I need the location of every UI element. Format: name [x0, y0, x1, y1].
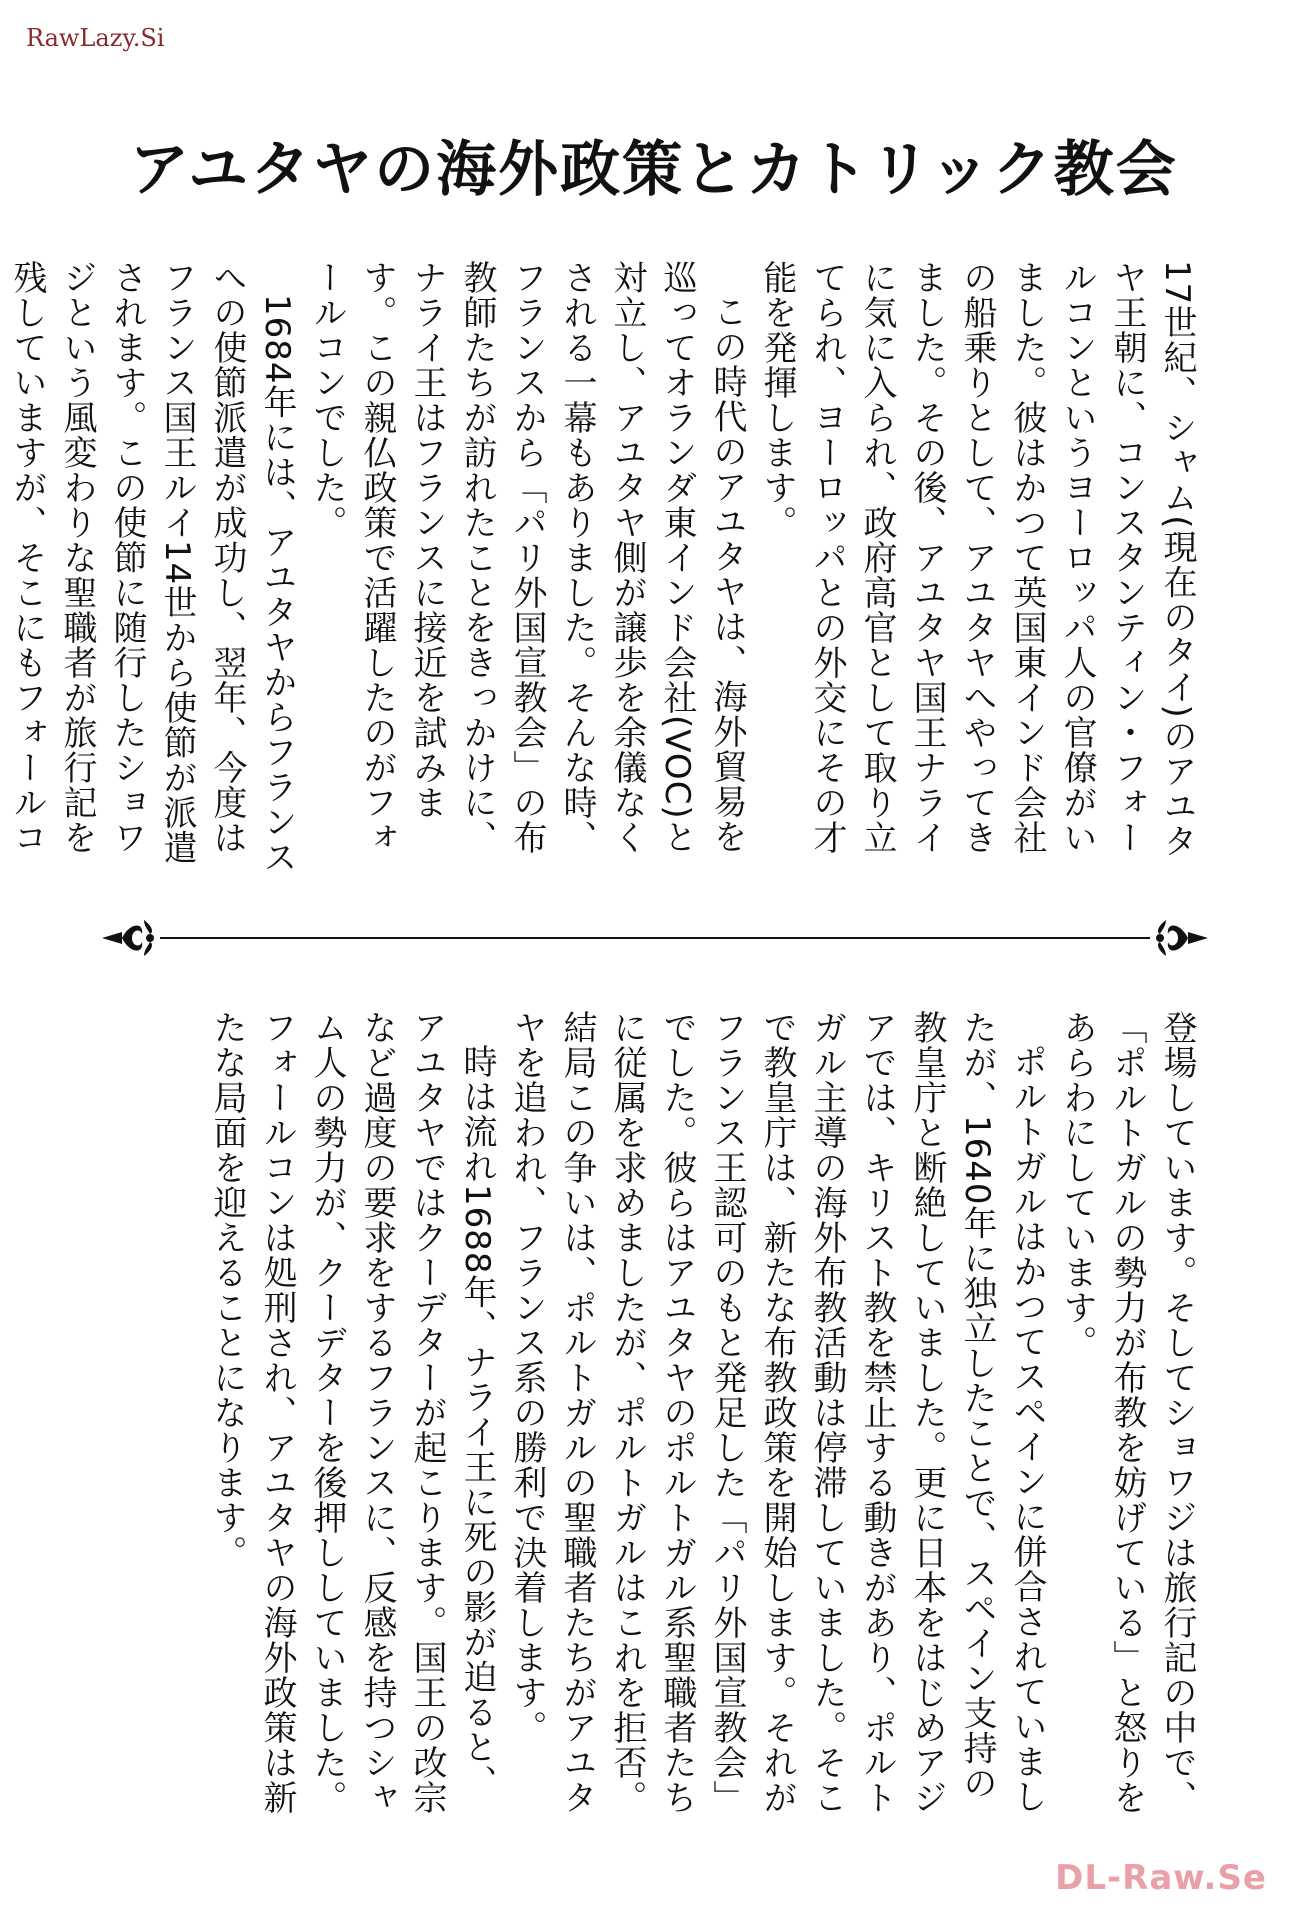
text-block-lower: [112, 1010, 1202, 1820]
ornamental-divider: [100, 908, 1210, 968]
page-title: アユタヤの海外政策とカトリック教会: [129, 135, 1178, 206]
fleur-left-icon: [102, 920, 154, 956]
paragraph: この時代のアユタヤは、海外貿易を巡ってオランダ東インド会社(VOC)と対立し、アユタヤ側が譲歩を余儀なくされる一幕もありました。そんな時、フランスから「パリ外国宣教会」の布教師たちが訪れたことをきっかけに、ナライ王はフランスに接近を試みます。この親仏政策で活躍したのがフォールコンでした。: [307, 260, 747, 855]
paragraph: ポルトガルはかつてスペインに併合されていましたが、1640年に独立したことで、スペイン支持の教皇庁と断絶していました。更に日本をはじめアジアでは、キリスト教を禁止する動きがあり、ポルトガル主導の海外布教活動は停滞していました。そこで教皇庁は、新たな布教政策を開始します。それがフランス王認可のもと発足した「パリ外国宣教会」でした。彼らはアユタヤのポルトガル系聖職者たちに従属を求めましたが、ポルトガルはこれを拒否。結局この争いは、ポルトガルの聖職者たちがアユタヤを追われ、フランス系の勝利で決着します。: [507, 1010, 1047, 1815]
watermark-top: RawLazy.Si: [26, 24, 165, 52]
watermark-bottom: DL-Raw.Se: [1055, 1858, 1267, 1898]
paragraph: 1684年には、アユタヤからフランスへの使節派遣が成功し、翌年、今度はフランス国王ルイ14世から使節が派遣されます。この使節に随行したショワジという風変わりな聖職者が旅行記を残していますが、そこにもフォールコ: [7, 260, 297, 875]
text-block-upper: [7, 260, 1202, 880]
paragraph: 17世紀、シャム(現在のタイ)のアユタヤ王朝に、コンスタンティン・フォールコンというヨーロッパ人の官僚がいました。彼はかつて英国東インド会社の船乗りとして、アユタヤへやってきました。その後、アユタヤ国王ナライに気に入られ、政府高官として取り立てられ、ヨーロッパとの外交にその才能を発揮します。: [757, 260, 1197, 859]
paragraph: 登場しています。そしてショワジは旅行記の中で、「ポルトガルの勢力が布教を妨げている」と怒りをあらわにしています。: [1057, 1010, 1197, 1815]
fleur-right-icon: [1156, 920, 1208, 956]
paragraph: 時は流れ1688年、ナライ王に死の影が迫ると、アユタヤではクーデターが起こります。国王の改宗など過度の要求をするフランスに、反感を持つシャム人の勢力が、クーデターを後押ししていました。フォールコンは処刑され、アユタヤの海外政策は新たな局面を迎えることになります。: [207, 1010, 497, 1815]
